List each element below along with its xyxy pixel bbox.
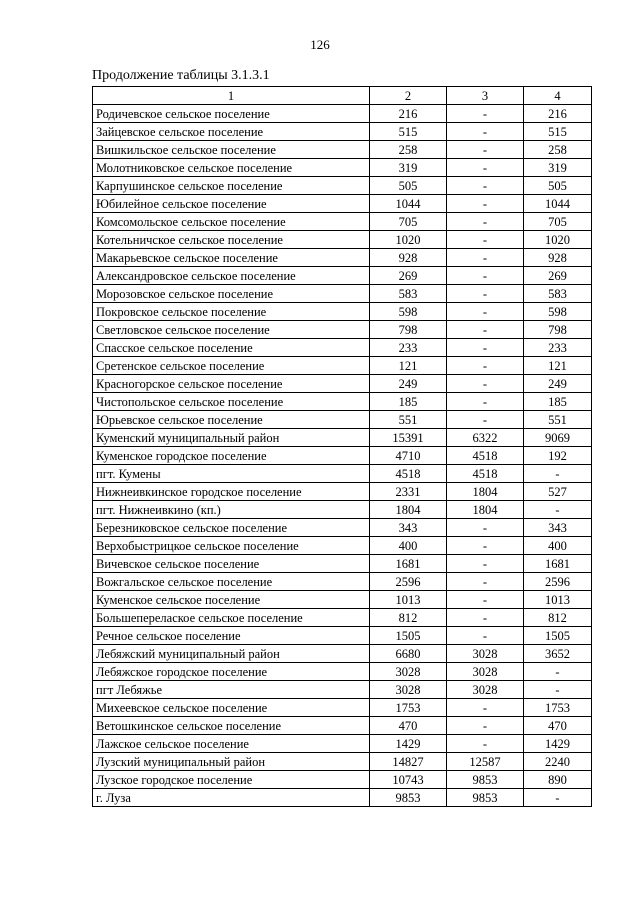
table-row	[93, 555, 592, 573]
table-row	[93, 105, 592, 123]
row-name-cell: Родичевское сельское поселение	[93, 105, 370, 123]
row-name-cell: Большеперелаское сельское поселение	[93, 609, 370, 627]
row-name-cell: Верхобыстрицкое сельское поселение	[93, 537, 370, 555]
row-value-cell: 2596	[524, 573, 592, 591]
row-name-cell: Спасское сельское поселение	[93, 339, 370, 357]
table-row	[93, 375, 592, 393]
row-value-cell: -	[447, 303, 524, 321]
row-value-cell: 1044	[370, 195, 447, 213]
table-row	[93, 519, 592, 537]
table-row	[93, 393, 592, 411]
row-value-cell: -	[447, 735, 524, 753]
row-value-cell: -	[447, 195, 524, 213]
row-value-cell: -	[447, 555, 524, 573]
table-row	[93, 681, 592, 699]
page-number: 126	[310, 37, 330, 52]
row-value-cell: -	[447, 357, 524, 375]
row-name-cell: г. Луза	[93, 789, 370, 807]
row-value-cell: 1753	[524, 699, 592, 717]
table-row	[93, 195, 592, 213]
row-name-cell: Лажское сельское поселение	[93, 735, 370, 753]
row-value-cell: 4518	[447, 465, 524, 483]
row-value-cell: -	[447, 213, 524, 231]
row-value-cell: -	[524, 465, 592, 483]
row-name-cell: Комсомольское сельское поселение	[93, 213, 370, 231]
row-name-cell: пгт. Кумены	[93, 465, 370, 483]
row-value-cell: 233	[524, 339, 592, 357]
row-value-cell: 216	[370, 105, 447, 123]
row-value-cell: 4518	[447, 447, 524, 465]
table-row	[93, 501, 592, 519]
row-value-cell: 233	[370, 339, 447, 357]
row-name-cell: Лебяжское городское поселение	[93, 663, 370, 681]
row-value-cell: 1429	[524, 735, 592, 753]
row-value-cell: 798	[370, 321, 447, 339]
table-row	[93, 285, 592, 303]
row-name-cell: Вичевское сельское поселение	[93, 555, 370, 573]
row-name-cell: Юрьевское сельское поселение	[93, 411, 370, 429]
table-row	[93, 141, 592, 159]
table-row	[93, 357, 592, 375]
row-value-cell: 1505	[524, 627, 592, 645]
row-value-cell: -	[524, 663, 592, 681]
row-value-cell: 798	[524, 321, 592, 339]
row-value-cell: 319	[370, 159, 447, 177]
row-value-cell: 812	[370, 609, 447, 627]
row-name-cell: Куменское городское поселение	[93, 447, 370, 465]
row-name-cell: Светловское сельское поселение	[93, 321, 370, 339]
row-name-cell: Красногорское сельское поселение	[93, 375, 370, 393]
header-cell: 3	[447, 87, 524, 105]
row-value-cell: 1013	[524, 591, 592, 609]
row-value-cell: 3028	[447, 681, 524, 699]
row-value-cell: -	[447, 627, 524, 645]
row-name-cell: Куменское сельское поселение	[93, 591, 370, 609]
row-value-cell: -	[447, 177, 524, 195]
table-row	[93, 159, 592, 177]
row-value-cell: 249	[370, 375, 447, 393]
row-name-cell: Зайцевское сельское поселение	[93, 123, 370, 141]
table-row	[93, 537, 592, 555]
row-value-cell: -	[447, 609, 524, 627]
row-value-cell: 2331	[370, 483, 447, 501]
row-value-cell: -	[447, 699, 524, 717]
row-value-cell: 319	[524, 159, 592, 177]
row-value-cell: 2240	[524, 753, 592, 771]
row-name-cell: Чистопольское сельское поселение	[93, 393, 370, 411]
table-row	[93, 735, 592, 753]
row-value-cell: -	[447, 141, 524, 159]
row-value-cell: 598	[524, 303, 592, 321]
row-name-cell: Макарьевское сельское поселение	[93, 249, 370, 267]
table-row	[93, 429, 592, 447]
table-row	[93, 465, 592, 483]
row-name-cell: Лузский муниципальный район	[93, 753, 370, 771]
table-row	[93, 213, 592, 231]
table-row	[93, 609, 592, 627]
row-name-cell: Речное сельское поселение	[93, 627, 370, 645]
row-value-cell: 505	[524, 177, 592, 195]
row-value-cell: 470	[524, 717, 592, 735]
row-value-cell: -	[447, 285, 524, 303]
table-row	[93, 627, 592, 645]
row-value-cell: 14827	[370, 753, 447, 771]
row-name-cell: Молотниковское сельское поселение	[93, 159, 370, 177]
row-value-cell: 928	[524, 249, 592, 267]
row-value-cell: 3028	[370, 663, 447, 681]
row-value-cell: -	[447, 393, 524, 411]
row-value-cell: -	[447, 717, 524, 735]
row-value-cell: -	[447, 537, 524, 555]
row-value-cell: 551	[524, 411, 592, 429]
header-cell: 2	[370, 87, 447, 105]
table-row	[93, 573, 592, 591]
row-value-cell: 928	[370, 249, 447, 267]
table-row	[93, 753, 592, 771]
table-row	[93, 771, 592, 789]
row-value-cell: 1681	[524, 555, 592, 573]
row-value-cell: 343	[370, 519, 447, 537]
table-row	[93, 699, 592, 717]
row-value-cell: 705	[524, 213, 592, 231]
row-value-cell: -	[447, 321, 524, 339]
row-value-cell: 583	[370, 285, 447, 303]
row-name-cell: Лузское городское поселение	[93, 771, 370, 789]
row-name-cell: Михеевское сельское поселение	[93, 699, 370, 717]
row-name-cell: Морозовское сельское поселение	[93, 285, 370, 303]
row-name-cell: Вишкильское сельское поселение	[93, 141, 370, 159]
row-value-cell: 9853	[447, 771, 524, 789]
row-value-cell: 551	[370, 411, 447, 429]
table-row	[93, 231, 592, 249]
row-value-cell: 1505	[370, 627, 447, 645]
row-value-cell: -	[447, 591, 524, 609]
row-value-cell: 3028	[447, 645, 524, 663]
row-value-cell: 598	[370, 303, 447, 321]
row-name-cell: Березниковское сельское поселение	[93, 519, 370, 537]
row-value-cell: 1429	[370, 735, 447, 753]
row-name-cell: Нижнеивкинское городское поселение	[93, 483, 370, 501]
row-name-cell: Ветошкинское сельское поселение	[93, 717, 370, 735]
table-header-row	[93, 87, 592, 105]
row-value-cell: 1804	[447, 483, 524, 501]
row-value-cell: 9853	[447, 789, 524, 807]
header-cell: 4	[524, 87, 592, 105]
table-row	[93, 447, 592, 465]
row-name-cell: Юбилейное сельское поселение	[93, 195, 370, 213]
table-row	[93, 177, 592, 195]
table-row	[93, 483, 592, 501]
row-name-cell: пгт Лебяжье	[93, 681, 370, 699]
row-value-cell: -	[447, 159, 524, 177]
row-name-cell: пгт. Нижнеивкино (кп.)	[93, 501, 370, 519]
row-value-cell: -	[524, 501, 592, 519]
row-value-cell: 3028	[447, 663, 524, 681]
row-name-cell: Вожгальское сельское поселение	[93, 573, 370, 591]
row-value-cell: -	[447, 519, 524, 537]
data-table	[92, 86, 592, 807]
row-value-cell: 2596	[370, 573, 447, 591]
row-value-cell: 890	[524, 771, 592, 789]
table-row	[93, 411, 592, 429]
row-value-cell: -	[524, 681, 592, 699]
row-value-cell: 515	[524, 123, 592, 141]
row-value-cell: -	[447, 231, 524, 249]
row-value-cell: 216	[524, 105, 592, 123]
row-value-cell: 400	[524, 537, 592, 555]
row-value-cell: 192	[524, 447, 592, 465]
row-value-cell: 1013	[370, 591, 447, 609]
table-row	[93, 789, 592, 807]
row-value-cell: 258	[370, 141, 447, 159]
row-name-cell: Котельничское сельское поселение	[93, 231, 370, 249]
row-name-cell: Лебяжский муниципальный район	[93, 645, 370, 663]
row-value-cell: 3652	[524, 645, 592, 663]
row-value-cell: -	[447, 573, 524, 591]
table-row	[93, 303, 592, 321]
row-value-cell: 470	[370, 717, 447, 735]
table-row	[93, 267, 592, 285]
row-value-cell: -	[447, 375, 524, 393]
row-value-cell: 9069	[524, 429, 592, 447]
table-row	[93, 249, 592, 267]
row-name-cell: Куменский муниципальный район	[93, 429, 370, 447]
row-value-cell: 185	[524, 393, 592, 411]
row-value-cell: 6680	[370, 645, 447, 663]
row-value-cell: 9853	[370, 789, 447, 807]
row-value-cell: 10743	[370, 771, 447, 789]
table-row	[93, 663, 592, 681]
table-row	[93, 645, 592, 663]
row-value-cell: 249	[524, 375, 592, 393]
row-value-cell: 269	[524, 267, 592, 285]
row-value-cell: 527	[524, 483, 592, 501]
row-value-cell: 121	[370, 357, 447, 375]
row-value-cell: 505	[370, 177, 447, 195]
header-cell: 1	[93, 87, 370, 105]
row-value-cell: 3028	[370, 681, 447, 699]
row-name-cell: Карпушинское сельское поселение	[93, 177, 370, 195]
row-value-cell: -	[447, 249, 524, 267]
row-value-cell: 515	[370, 123, 447, 141]
row-value-cell: 583	[524, 285, 592, 303]
row-name-cell: Покровское сельское поселение	[93, 303, 370, 321]
row-value-cell: 258	[524, 141, 592, 159]
table-row	[93, 123, 592, 141]
row-value-cell: -	[524, 789, 592, 807]
table-row	[93, 339, 592, 357]
row-value-cell: -	[447, 339, 524, 357]
row-value-cell: 400	[370, 537, 447, 555]
row-value-cell: 121	[524, 357, 592, 375]
row-value-cell: -	[447, 267, 524, 285]
row-value-cell: 6322	[447, 429, 524, 447]
row-value-cell: 269	[370, 267, 447, 285]
row-value-cell: -	[447, 411, 524, 429]
row-value-cell: 4518	[370, 465, 447, 483]
row-value-cell: 343	[524, 519, 592, 537]
row-value-cell: 1044	[524, 195, 592, 213]
row-value-cell: 1753	[370, 699, 447, 717]
row-value-cell: 1804	[447, 501, 524, 519]
table-row	[93, 321, 592, 339]
table-row	[93, 717, 592, 735]
row-value-cell: 1020	[370, 231, 447, 249]
row-value-cell: -	[447, 123, 524, 141]
table-caption: Продолжение таблицы 3.1.3.1	[92, 68, 270, 83]
row-value-cell: 812	[524, 609, 592, 627]
row-value-cell: 1020	[524, 231, 592, 249]
row-value-cell: 15391	[370, 429, 447, 447]
row-value-cell: -	[447, 105, 524, 123]
row-value-cell: 1804	[370, 501, 447, 519]
row-value-cell: 1681	[370, 555, 447, 573]
row-value-cell: 4710	[370, 447, 447, 465]
row-value-cell: 185	[370, 393, 447, 411]
row-value-cell: 705	[370, 213, 447, 231]
row-name-cell: Сретенское сельское поселение	[93, 357, 370, 375]
row-value-cell: 12587	[447, 753, 524, 771]
row-name-cell: Александровское сельское поселение	[93, 267, 370, 285]
table-row	[93, 591, 592, 609]
